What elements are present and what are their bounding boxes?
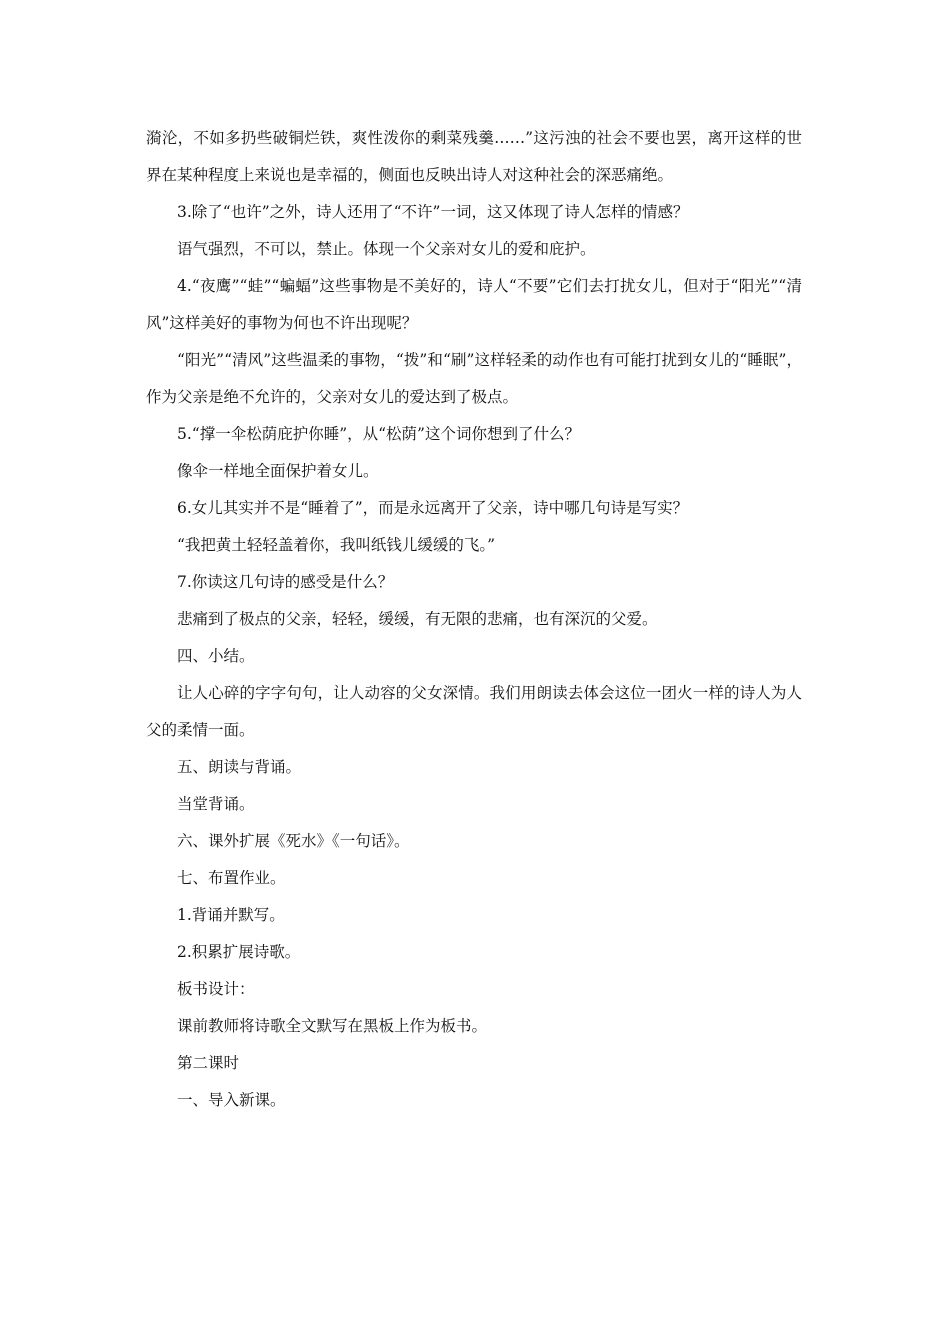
board-design-text: 课前教师将诗歌全文默写在黑板上作为板书。 xyxy=(177,1017,488,1035)
question-4: 4.“夜鹰”“蛙”“蝙蝠”这些事物是不美好的，诗人“不要”它们去打扰女儿，但对于“阳光”“清风”这样美好的事物为何也不许出现呢？ xyxy=(146,277,802,332)
second-lesson-heading: 第二课时 xyxy=(177,1054,240,1072)
question-5: 5.“撑一伞松荫庇护你睡”，从“松荫”这个词你想到了什么？ xyxy=(177,425,580,443)
homework-item-1: 1.背诵并默写。 xyxy=(177,906,285,924)
summary-text: 让人心碎的字字句句，让人动容的父女深情。我们用朗读去体会这位一团火一样的诗人为人父的柔情一面。 xyxy=(146,684,802,739)
board-design-label: 板书设计： xyxy=(177,980,255,998)
answer-3: 语气强烈，不可以，禁止。体现一个父亲对女儿的爱和庇护。 xyxy=(177,240,596,258)
question-6: 6.女儿其实并不是“睡着了”，而是永远离开了父亲，诗中哪几句诗是写实？ xyxy=(177,499,689,517)
answer-5: 像伞一样地全面保护着女儿。 xyxy=(177,462,379,480)
reading-text: 当堂背诵。 xyxy=(177,795,255,813)
question-7: 7.你读这几句诗的感受是什么？ xyxy=(177,573,394,591)
question-3: 3.除了“也许”之外，诗人还用了“不许”一词，这又体现了诗人怎样的情感？ xyxy=(177,203,689,221)
section-heading-extension: 六、课外扩展《死水》《一句话》。 xyxy=(177,832,410,850)
document-page xyxy=(146,120,802,1119)
homework-item-2: 2.积累扩展诗歌。 xyxy=(177,943,301,961)
section-heading-summary: 四、小结。 xyxy=(177,647,255,665)
section-heading-reading: 五、朗读与背诵。 xyxy=(177,758,302,776)
section-heading-homework: 七、布置作业。 xyxy=(177,869,286,887)
answer-4: “阳光”“清风”这些温柔的事物，“拨”和“刷”这样轻柔的动作也有可能打扰到女儿的“睡眠”，作为父亲是绝不允许的，父亲对女儿的爱达到了极点。 xyxy=(146,351,802,406)
answer-6: “我把黄土轻轻盖着你，我叫纸钱儿缓缓的飞。” xyxy=(177,536,496,554)
section-heading-intro: 一、导入新课。 xyxy=(177,1091,286,1109)
answer-7: 悲痛到了极点的父亲，轻轻，缓缓，有无限的悲痛，也有深沉的父爱。 xyxy=(177,610,658,628)
paragraph-1: 漪沦，不如多扔些破铜烂铁，爽性泼你的剩菜残羹……”这污浊的社会不要也罢，离开这样的世界在某种程度上来说也是幸福的，侧面也反映出诗人对这种社会的深恶痛绝。 xyxy=(146,129,802,184)
